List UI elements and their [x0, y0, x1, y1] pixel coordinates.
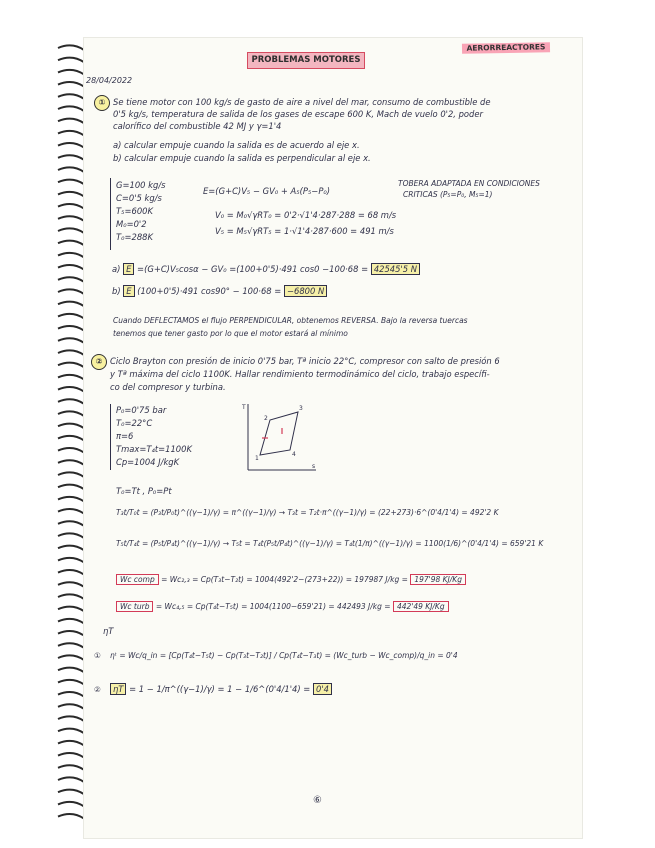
p2-wturb: Wc turb = Wc₄,₅ = Cp(T₄t−T₅t) = 1004(1100−659'21) = 442493 J/kg = 442'49 KJ/Kg — [116, 601, 449, 612]
spiral-ring — [58, 680, 84, 685]
spiral-ring — [58, 82, 84, 87]
p2-data-1: T₀=22°C — [116, 418, 153, 428]
spiral-ring — [58, 570, 84, 575]
p1-comment-2: tenemos que tener gasto por lo que el motor estará al mínimo — [113, 329, 348, 338]
spiral-ring — [58, 631, 84, 636]
spiral-ring — [58, 729, 84, 734]
spiral-ring — [58, 424, 84, 429]
problem-1-statement-3: calorífico del combustible 42 MJ y γ=1'4 — [113, 121, 282, 131]
p1-data-0: G=100 kg/s — [116, 180, 166, 190]
p2-eta2-result: 0'4 — [313, 683, 332, 695]
ts-point-3: 3 — [299, 405, 303, 412]
spiral-ring — [58, 70, 84, 75]
p2-data-4: Cp=1004 J/kgK — [116, 457, 180, 467]
p2-data-3: Tmax=T₄t=1100K — [116, 444, 192, 454]
p2-eta2: ηT = 1 − 1/π^((γ−1)/γ) = 1 − 1/6^(0'4/1'4) = 0'4 — [110, 684, 332, 695]
spiral-ring — [58, 253, 84, 258]
p1-answer-b: b) E (100+0'5)·491 cos90° − 100·68 = −6800 N — [112, 286, 327, 297]
p2-step-2: ② — [94, 685, 101, 694]
spiral-ring — [58, 350, 84, 355]
wturb-result: 442'49 KJ/Kg — [393, 601, 449, 612]
spiral-ring — [58, 814, 84, 819]
spiral-ring — [58, 265, 84, 270]
spiral-ring — [58, 704, 84, 709]
spiral-ring — [58, 436, 84, 441]
p2-eq1: T₃t/T₀t = (P₃t/P₀t)^((γ−1)/γ) = π^((γ−1)/γ) → T₃t = T₂t·π^((γ−1)/γ) = (22+273)·6^(0'4/1'4) = 492'2 K — [116, 508, 499, 517]
spiral-ring — [58, 216, 84, 221]
p2-eta-eq: ηᵗ = Wc/q_in = [Cp(T₄t−T₅t) − Cp(T₃t−T₂t)] / Cp(T₄t−T₃t) = (Wc_turb − Wc_comp)/q_in = 0'4 — [110, 651, 458, 660]
spiral-ring — [58, 375, 84, 380]
spiral-ring — [58, 167, 84, 172]
p2-data-2: π=6 — [116, 431, 134, 441]
spiral-binding — [54, 40, 88, 830]
spiral-ring — [58, 582, 84, 587]
spiral-ring — [58, 485, 84, 490]
spiral-ring — [58, 363, 84, 368]
p1-note-2: CRITICAS (P₅=P₀, M₅=1) — [403, 190, 493, 199]
spiral-ring — [58, 558, 84, 563]
spiral-ring — [58, 241, 84, 246]
spiral-ring — [58, 94, 84, 99]
spiral-ring — [58, 411, 84, 416]
spiral-ring — [58, 533, 84, 538]
spiral-ring — [58, 180, 84, 185]
data-bracket-1 — [110, 178, 111, 250]
data-bracket-2 — [110, 404, 111, 470]
page-number: ⑥ — [313, 795, 322, 806]
spiral-ring — [58, 619, 84, 624]
spiral-ring — [58, 790, 84, 795]
p2-eq2: T₅t/T₄t = (P₅t/P₄t)^((γ−1)/γ) → T₅t = T₄t(P₅t/P₄t)^((γ−1)/γ) = T₄t(1/π)^((γ−1)/γ) = 1100(1/6)^(0'4/1'4) = 659'21 K — [116, 539, 544, 548]
spiral-ring — [58, 119, 84, 124]
p2-eta-label: ηT — [103, 626, 114, 636]
spiral-ring — [58, 45, 84, 50]
wcomp-result: 197'98 KJ/Kg — [410, 574, 466, 585]
spiral-ring — [58, 131, 84, 136]
p1-data-4: T₀=288K — [116, 232, 153, 242]
spiral-ring — [58, 668, 84, 673]
p1-answer-b-result: −6800 N — [284, 285, 327, 297]
ts-axis-t: T — [242, 404, 246, 411]
problem-2-statement-1: Ciclo Brayton con presión de inicio 0'75 bar, Tª inicio 22°C, compresor con salto de presión 6 — [110, 356, 500, 366]
spiral-ring — [58, 326, 84, 331]
spiral-ring — [58, 716, 84, 721]
problem-2-statement-2: y Tª máxima del ciclo 1100K. Hallar rendimiento termodinámico del ciclo, trabajo específi- — [110, 369, 490, 379]
spiral-ring — [58, 228, 84, 233]
p1-v0: V₀ = M₀√γRT₀ = 0'2·√1'4·287·288 = 68 m/s — [215, 210, 397, 220]
spiral-ring — [58, 472, 84, 477]
problem-1-question-b: b) calcular empuje cuando la salida es perpendicular al eje x. — [113, 153, 371, 163]
page-title: PROBLEMAS MOTORES — [247, 52, 365, 69]
ts-diagram — [240, 400, 320, 475]
spiral-ring — [58, 289, 84, 294]
problem-1-question-a: a) calcular empuje cuando la salida es de acuerdo al eje x. — [113, 140, 360, 150]
p1-data-3: M₀=0'2 — [116, 219, 147, 229]
spiral-ring — [58, 314, 84, 319]
p1-thrust-formula: E=(G+C)V₅ − GV₀ + A₅(P₅−P₀) — [203, 186, 330, 196]
p1-v5: V₅ = M₅√γRT₅ = 1·√1'4·287·600 = 491 m/s — [215, 226, 394, 236]
spiral-ring — [58, 143, 84, 148]
p1-answer-a-result: 42545'5 N — [371, 263, 420, 275]
spiral-ring — [58, 509, 84, 514]
spiral-ring — [58, 338, 84, 343]
spiral-ring — [58, 497, 84, 502]
spiral-ring — [58, 302, 84, 307]
spiral-ring — [58, 753, 84, 758]
p2-isentropic: T₀=Tt , P₀=Pt — [116, 486, 172, 496]
p1-answer-b-symbol: E — [123, 285, 134, 297]
spiral-ring — [58, 448, 84, 453]
ts-point-2: 2 — [264, 415, 268, 422]
p1-answer-a: a) E =(G+C)V₅cosα − GV₀ =(100+0'5)·491 cos0 −100·68 = 42545'5 N — [112, 264, 420, 275]
problem-1-statement-2: 0'5 kg/s, temperatura de salida de los gases de escape 600 K, Mach de vuelo 0'2, poder — [113, 109, 483, 119]
p1-data-1: C=0'5 kg/s — [116, 193, 162, 203]
spiral-ring — [58, 58, 84, 63]
ts-axis-s: s — [312, 463, 316, 470]
spiral-ring — [58, 106, 84, 111]
problem-1-number: ① — [94, 95, 110, 111]
spiral-ring — [58, 192, 84, 197]
spiral-ring — [58, 277, 84, 282]
problem-1-statement-1: Se tiene motor con 100 kg/s de gasto de aire a nivel del mar, consumo de combustible de — [113, 97, 491, 107]
p1-comment-1: Cuando DEFLECTAMOS el flujo PERPENDICULAR, obtenemos REVERSA. Bajo la reversa tuercas — [113, 316, 468, 325]
p1-data-2: T₅=600K — [116, 206, 153, 216]
date: 28/04/2022 — [86, 76, 133, 85]
p2-data-0: P₀=0'75 bar — [116, 405, 167, 415]
spiral-ring — [58, 521, 84, 526]
p1-note-1: TOBERA ADAPTADA EN CONDICIONES — [398, 179, 540, 188]
p2-step-1: ① — [94, 651, 101, 660]
p2-eta2-symbol: ηT — [110, 683, 126, 695]
spiral-ring — [58, 204, 84, 209]
spiral-ring — [58, 765, 84, 770]
spiral-ring — [58, 692, 84, 697]
spiral-ring — [58, 777, 84, 782]
spiral-ring — [58, 460, 84, 465]
problem-2-statement-3: co del compresor y turbina. — [110, 382, 226, 392]
spiral-ring — [58, 546, 84, 551]
p2-wcomp: Wc comp = Wc₂,₃ = Cp(T₃t−T₂t) = 1004(492'2−(273+22)) = 197987 J/kg = 197'98 KJ/Kg — [116, 574, 466, 585]
p1-answer-a-symbol: E — [123, 263, 134, 275]
spiral-ring — [58, 741, 84, 746]
wcomp-label: Wc comp — [116, 574, 159, 585]
spiral-ring — [58, 155, 84, 160]
wturb-label: Wc turb — [116, 601, 153, 612]
spiral-ring — [58, 387, 84, 392]
problem-2-number: ② — [91, 354, 107, 370]
ts-point-4: 4 — [292, 451, 296, 458]
spiral-ring — [58, 607, 84, 612]
spiral-ring — [58, 802, 84, 807]
topic-tag: AERORREACTORES — [462, 42, 550, 54]
spiral-ring — [58, 399, 84, 404]
spiral-ring — [58, 594, 84, 599]
spiral-ring — [58, 655, 84, 660]
spiral-ring — [58, 643, 84, 648]
ts-point-1: 1 — [255, 455, 259, 462]
